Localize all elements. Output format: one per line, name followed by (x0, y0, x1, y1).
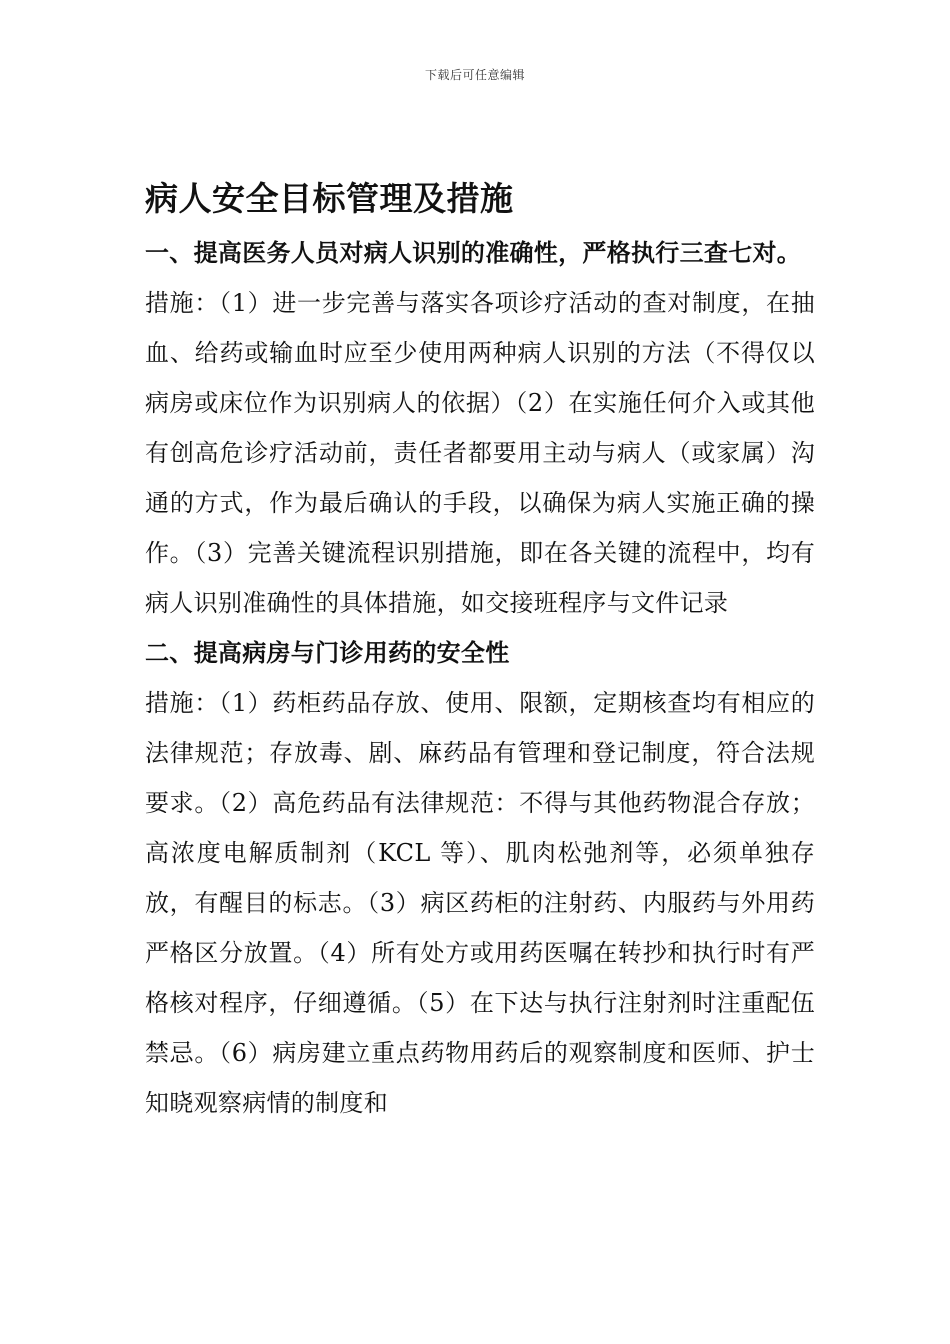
page-header-note: 下载后可任意编辑 (424, 68, 525, 82)
document-body (145, 170, 815, 1128)
section-paragraph: 措施：（1）进一步完善与落实各项诊疗活动的查对制度，在抽血、给药或输血时应至少使用两种病人识别的方法（不得仅以病房或床位作为识别病人的依据）（2）在实施任何介入或其他有创高危诊疗活动前，责任者都要用主动与病人（或家属）沟通的方式，作为最后确认的手段，以确保为病人实施正确的操作。（3）完善关键流程识别措施，即在各关键的流程中，均有病人识别准确性的具体措施，如交接班程序与文件记录 (145, 289, 815, 617)
section-paragraph: 措施：（1）药柜药品存放、使用、限额，定期核查均有相应的法律规范；存放毒、剧、麻药品有管理和登记制度，符合法规要求。（2）高危药品有法律规范：不得与其他药物混合存放；高浓度电解质制剂（KCL 等）、肌肉松弛剂等，必须单独存放，有醒目的标志。（3）病区药柜的注射药、内服药与外用药严格区分放置。（4）所有处方或用药医嘱在转抄和执行时有严格核对程序，仔细遵循。（5）在下达与执行注射剂时注重配伍禁忌。（6）病房建立重点药物用药后的观察制度和医师、护士知晓观察病情的制度和 (145, 689, 815, 1117)
section-1 (145, 228, 815, 628)
section-heading: 一、提高医务人员对病人识别的准确性，严格执行三查七对。 (145, 238, 802, 267)
section-2 (145, 628, 815, 1128)
section-heading: 二、提高病房与门诊用药的安全性 (145, 638, 510, 667)
document-title: 病人安全目标管理及措施 (145, 179, 514, 218)
